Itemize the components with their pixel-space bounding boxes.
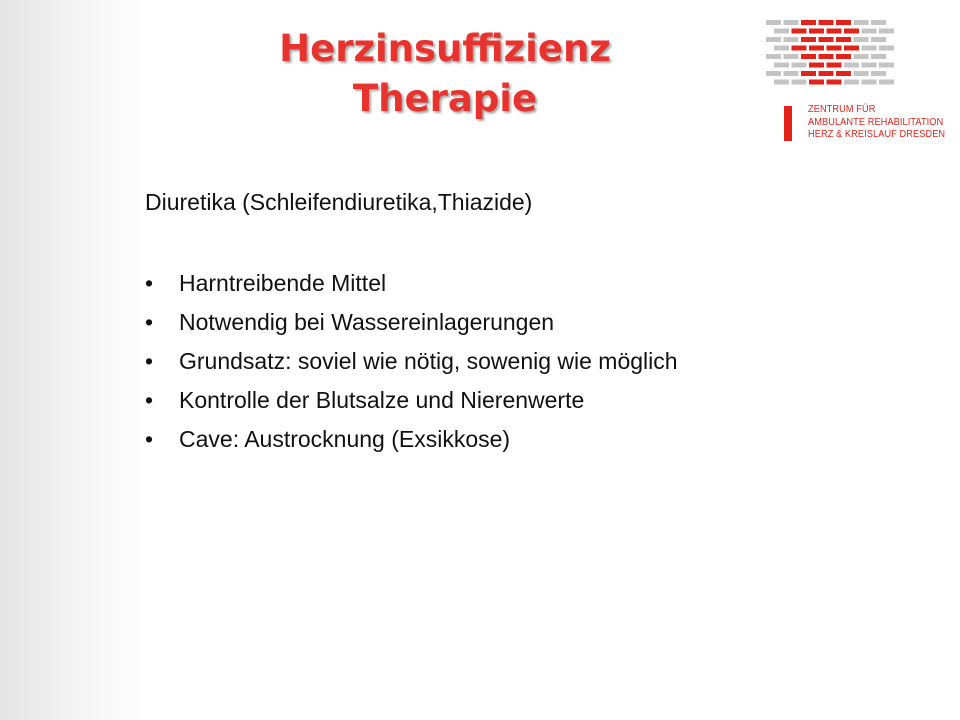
bullet-item bbox=[145, 342, 699, 381]
logo-brick bbox=[792, 46, 807, 51]
logo-brick bbox=[836, 54, 851, 59]
logo-brick bbox=[862, 80, 877, 85]
content-heading: Diuretika (Schleifendiuretika,Thiazide) bbox=[145, 189, 533, 215]
logo-brick bbox=[836, 20, 851, 25]
bullet-text: Grundsatz: soviel wie nötig, sowenig wie möglich bbox=[179, 348, 678, 374]
bullet-item bbox=[145, 420, 699, 459]
logo-brick bbox=[819, 20, 834, 25]
logo-red-bar bbox=[784, 106, 792, 141]
bullet-icon: • bbox=[145, 309, 154, 335]
logo-brick bbox=[862, 46, 877, 51]
logo-brick bbox=[819, 54, 834, 59]
title-line-1: Herzinsuffizienz bbox=[279, 27, 611, 70]
logo-brick bbox=[784, 54, 799, 59]
logo-brick bbox=[827, 46, 842, 51]
logo-brick bbox=[792, 80, 807, 85]
logo-brick bbox=[809, 29, 824, 34]
bullet-icon: • bbox=[145, 387, 154, 413]
logo-brick bbox=[871, 37, 886, 42]
bullet-icon: • bbox=[145, 348, 154, 374]
logo-brick bbox=[879, 29, 894, 34]
logo-brick bbox=[766, 37, 781, 42]
logo-brick bbox=[766, 54, 781, 59]
logo-brick bbox=[827, 63, 842, 68]
logo-brick bbox=[792, 29, 807, 34]
logo-line-3: HERZ & KREISLAUF DRESDEN bbox=[808, 129, 946, 140]
logo-brick bbox=[844, 80, 859, 85]
logo-brick bbox=[784, 37, 799, 42]
logo-brick bbox=[871, 71, 886, 76]
logo-brick bbox=[774, 29, 789, 34]
logo-brick bbox=[879, 46, 894, 51]
logo-brick bbox=[844, 63, 859, 68]
logo-brick bbox=[871, 54, 886, 59]
logo-brick bbox=[827, 80, 842, 85]
logo-brick bbox=[801, 20, 816, 25]
logo-brick bbox=[801, 54, 816, 59]
logo-brick bbox=[844, 29, 859, 34]
logo-brick bbox=[809, 46, 824, 51]
logo-brick bbox=[819, 37, 834, 42]
logo-brick bbox=[774, 46, 789, 51]
logo-brick bbox=[809, 80, 824, 85]
logo-brick bbox=[819, 71, 834, 76]
bullet-text: Kontrolle der Blutsalze und Nierenwerte bbox=[179, 387, 585, 413]
logo-brick bbox=[844, 46, 859, 51]
logo-brick bbox=[766, 71, 781, 76]
logo-grid-icon bbox=[764, 18, 954, 98]
logo-brick bbox=[862, 29, 877, 34]
logo-brick bbox=[871, 20, 886, 25]
logo-brick bbox=[809, 63, 824, 68]
logo-brick bbox=[854, 71, 869, 76]
logo-brick bbox=[774, 80, 789, 85]
logo-brick bbox=[784, 20, 799, 25]
logo-text bbox=[808, 104, 957, 142]
logo-brick bbox=[862, 63, 877, 68]
logo-brick bbox=[827, 29, 842, 34]
logo-line-2: AMBULANTE REHABILITATION bbox=[808, 116, 944, 128]
title-line-2: Therapie bbox=[352, 77, 538, 120]
logo-brick bbox=[801, 71, 816, 76]
bullet-item bbox=[145, 264, 699, 303]
bullet-list bbox=[145, 264, 865, 459]
logo-brick bbox=[766, 20, 781, 25]
logo-brick bbox=[879, 63, 894, 68]
bullet-text: Cave: Austrocknung (Exsikkose) bbox=[179, 426, 511, 452]
logo-brick bbox=[854, 54, 869, 59]
bullet-item bbox=[145, 303, 699, 342]
organization-logo bbox=[764, 18, 954, 140]
bullet-item bbox=[145, 381, 699, 420]
slide-title bbox=[250, 24, 640, 124]
bullet-icon: • bbox=[145, 426, 154, 452]
logo-brick bbox=[784, 71, 799, 76]
logo-brick bbox=[836, 37, 851, 42]
bullet-text: Harntreibende Mittel bbox=[179, 270, 387, 296]
logo-brick bbox=[774, 63, 789, 68]
logo-line-1: ZENTRUM FÜR bbox=[808, 104, 876, 115]
slide-content bbox=[145, 183, 865, 459]
logo-brick bbox=[854, 20, 869, 25]
logo-brick bbox=[836, 71, 851, 76]
logo-brick bbox=[854, 37, 869, 42]
bullet-text: Notwendig bei Wassereinlagerungen bbox=[179, 309, 555, 335]
bullet-icon: • bbox=[145, 270, 154, 296]
logo-brick bbox=[879, 80, 894, 85]
logo-brick bbox=[801, 37, 816, 42]
logo-brick bbox=[792, 63, 807, 68]
